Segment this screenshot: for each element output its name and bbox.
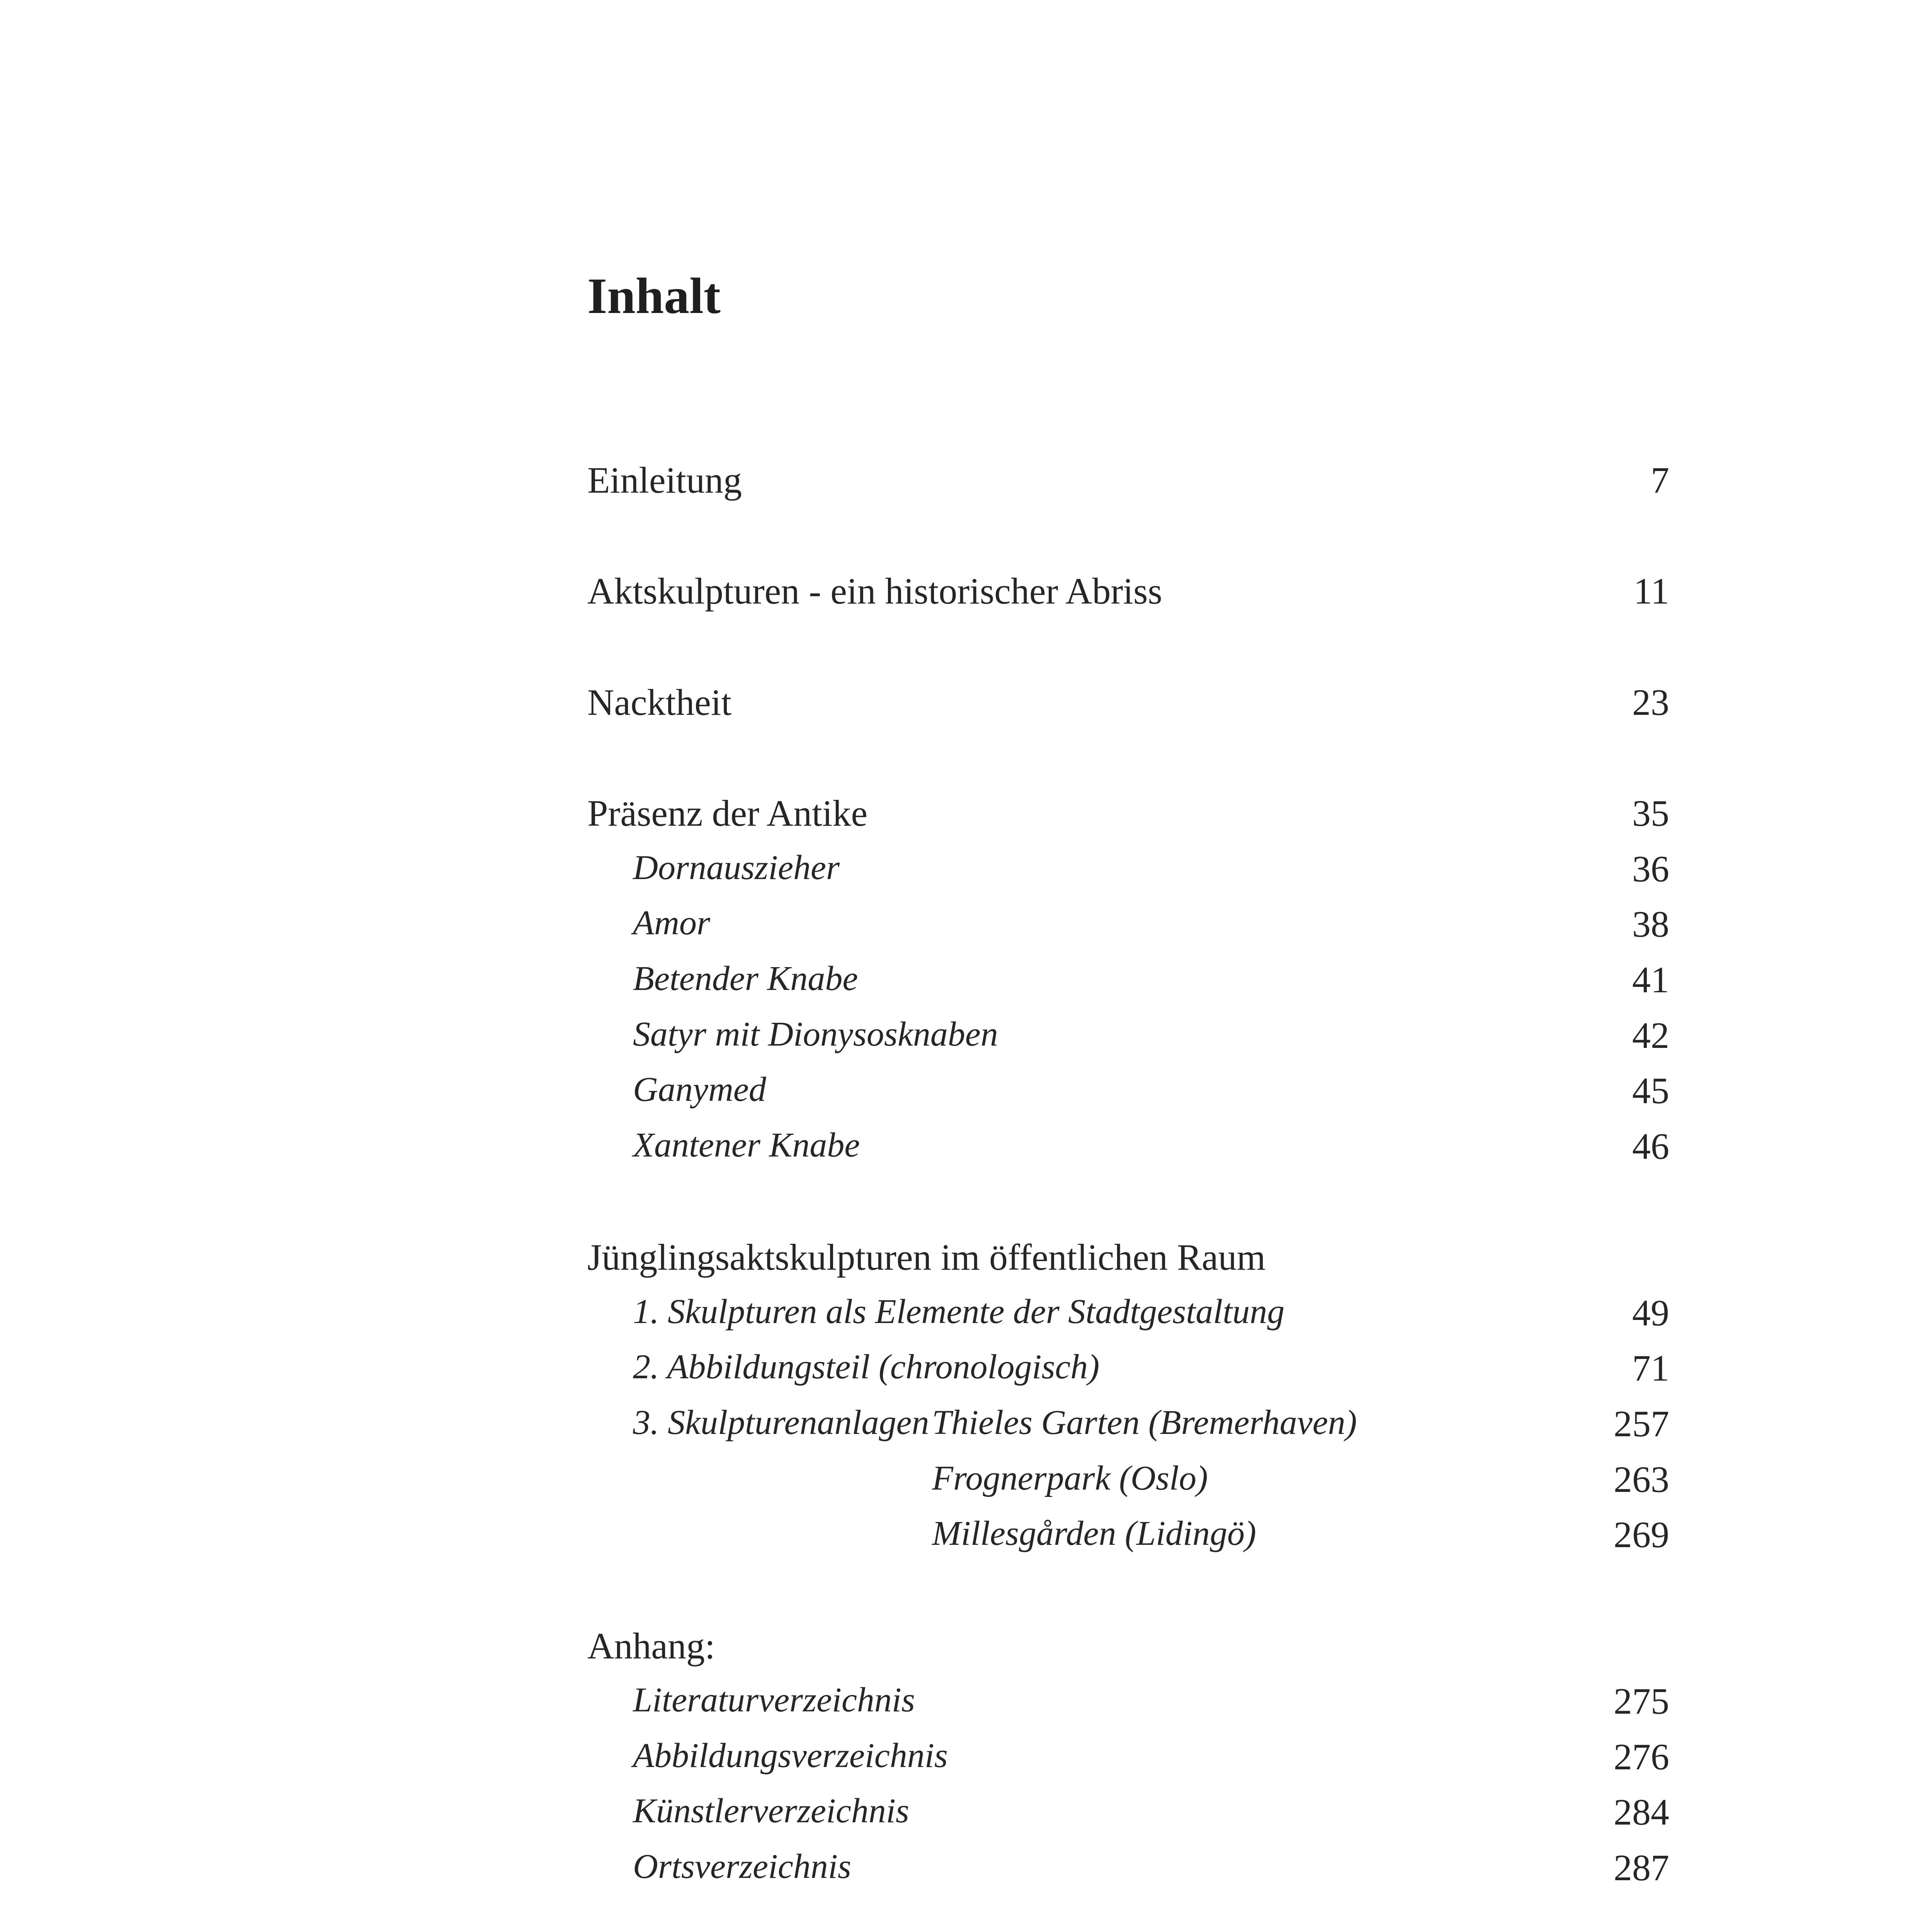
toc-subentry-label: Satyr mit Dionysosknaben [633, 1015, 998, 1053]
toc-subentry-location: Millesgården (Lidingö) [932, 1514, 1257, 1553]
toc-entry [587, 1236, 1669, 1285]
toc-entry-page: 287 [1614, 1847, 1669, 1888]
toc-subentry [587, 1128, 1669, 1174]
toc-subentry-label: Literaturverzeichnis [633, 1681, 915, 1719]
toc-subentry [587, 1347, 1669, 1396]
toc-entry-page: 11 [1633, 570, 1669, 612]
toc-subentry-label: Ortsverzeichnis [633, 1847, 851, 1886]
toc-subentry [587, 1516, 1669, 1563]
toc-subentry-label: Ganymed [633, 1070, 766, 1109]
toc-entry [587, 1625, 1669, 1674]
toc-entry-page: 7 [1651, 459, 1669, 501]
toc-entry-label: Jünglingsaktskulpturen im öffentlichen Raum [587, 1236, 1266, 1278]
toc-entry-page: 36 [1632, 848, 1669, 889]
toc-subentry-location: Frognerpark (Oslo) [932, 1459, 1208, 1497]
toc-entry-label: Nacktheit [587, 682, 732, 723]
toc-entry-page: 269 [1614, 1514, 1669, 1555]
toc-subentry-label: 3. Skulpturenanlagen [633, 1403, 929, 1442]
toc-entry-page: 45 [1632, 1070, 1669, 1111]
toc-subentry [587, 1294, 1669, 1341]
toc-subentry [587, 1461, 1669, 1507]
toc-entry-page: 284 [1614, 1791, 1669, 1833]
toc-entry-page: 276 [1614, 1736, 1669, 1777]
toc-subentry [587, 1017, 1669, 1063]
toc-entry-page: 35 [1632, 793, 1669, 834]
toc-subentry-label: Xantener Knabe [633, 1126, 860, 1164]
toc-subentry-label: Dornauszieher [633, 849, 840, 887]
toc-subentry [587, 1849, 1669, 1896]
toc-entry-label: Anhang: [587, 1625, 715, 1667]
toc-entry-page: 23 [1632, 682, 1669, 723]
toc-subentry [587, 850, 1669, 897]
toc-entry-page: 275 [1614, 1680, 1669, 1722]
toc-subentry [587, 1405, 1669, 1452]
toc-entry-page: 46 [1632, 1126, 1669, 1167]
toc-subentry [587, 1791, 1669, 1840]
toc-entry-page: 42 [1632, 1015, 1669, 1056]
toc-subentry [587, 903, 1669, 952]
toc-entry-page: 38 [1632, 903, 1669, 945]
toc-subentry-label: Abbildungsverzeichnis [633, 1736, 948, 1775]
toc-subentry-location: Thieles Garten (Bremerhaven) [932, 1403, 1357, 1442]
toc-subentry-label: 2. Abbildungsteil (chronologisch) [633, 1348, 1100, 1386]
toc-subentry-label: Künstlerverzeichnis [633, 1792, 909, 1830]
toc-entry-page: 257 [1614, 1403, 1669, 1444]
toc-subentry [587, 1072, 1669, 1119]
toc-entry-label: Aktskulpturen - ein historischer Abriss [587, 570, 1162, 612]
toc-entry-page: 41 [1632, 959, 1669, 1000]
toc-subentry [587, 1738, 1669, 1785]
toc-entry-label: Präsenz der Antike [587, 793, 868, 834]
toc-subentry-label: 1. Skulpturen als Elemente der Stadtgestaltung [633, 1293, 1285, 1331]
toc-entry [587, 570, 1669, 619]
toc-subentry-label: Betender Knabe [633, 959, 858, 998]
toc-entry [587, 459, 1669, 508]
toc-entry-label: Einleitung [587, 459, 742, 501]
toc-entry-page: 49 [1632, 1292, 1669, 1333]
toc-subentry [587, 1680, 1669, 1729]
toc-entry [587, 684, 1669, 730]
toc-subentry-label: Amor [633, 904, 710, 942]
toc-entry-page: 71 [1632, 1347, 1669, 1389]
toc-entry [587, 795, 1669, 841]
page-title: Inhalt [587, 267, 721, 324]
toc-subentry [587, 961, 1669, 1008]
toc-entry-page: 263 [1614, 1459, 1669, 1500]
